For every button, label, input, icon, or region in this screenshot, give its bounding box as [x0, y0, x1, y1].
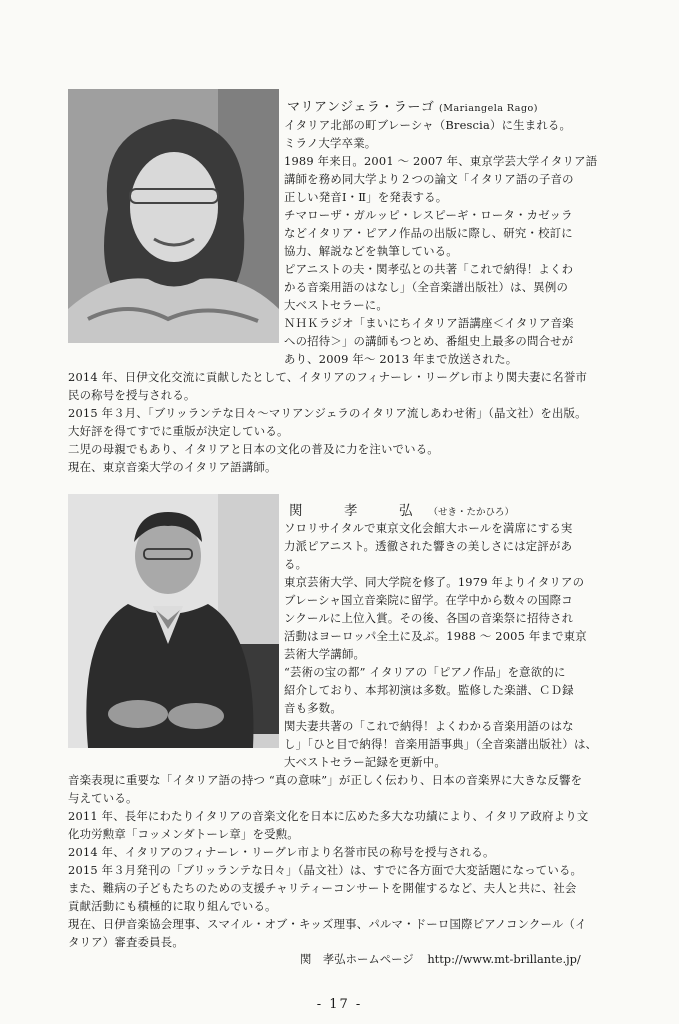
text-line: また、難病の子どもたちのための支援チャリティーコンサートを開催するなど、夫人と共に、社会: [68, 881, 577, 895]
text-line: ピアニストの夫・関孝弘との共著「これで納得！よくわ: [284, 262, 574, 276]
text-line: 1989 年来日。2001 ～ 2007 年、東京学芸大学イタリア語: [284, 154, 598, 168]
portrait-photo-mariangela: [68, 89, 279, 343]
text-line: 芸術大学講師。: [284, 647, 366, 661]
text-line: 紹介しており、本邦初演は多数。監修した楽譜、ＣＤ録: [284, 683, 574, 697]
text-line: 2015 年３月、「ブリッランテな日々～マリアンジェラのイタリア流しあわせ術」（晶文社）を出版。: [68, 406, 587, 420]
text-line: ＮＨＫラジオ「まいにちイタリア語講座＜イタリア音楽: [284, 316, 574, 330]
text-line: 2015 年３月発刊の「ブリッランテな日々」（晶文社）は、すでに各方面で大変話題になっている。: [68, 863, 583, 877]
text-line: 協力、解説などを執筆している。: [284, 244, 458, 258]
text-line: タリア）審査委員長。: [68, 935, 184, 949]
text-line: 現在、東京音楽大学のイタリア語講師。: [68, 460, 277, 474]
text-line: などイタリア・ピアノ作品の出版に際し、研究・校訂に: [284, 226, 573, 240]
profile2-name: [289, 499, 514, 519]
text-line: る。: [284, 557, 308, 571]
text-line: 2014 年、日伊文化交流に貢献したとして、イタリアのフィナーレ・リーグレ市より関夫妻に名誉市: [68, 370, 588, 384]
text-line: 力派ピアニスト。透徹された響きの美しさには定評があ: [284, 539, 573, 553]
text-line: 大ベストセラーに。: [284, 298, 388, 312]
text-line: ブレーシャ国立音楽院に留学。在学中から数々の国際コ: [284, 593, 573, 607]
profile1-name-text: マリアンジェラ・ラーゴ: [287, 100, 435, 115]
text-line: 関夫妻共著の「これで納得！よくわかる音楽用語のはな: [284, 719, 574, 733]
text-line: 講師を務め同大学より２つの論文「イタリア語の子音の: [284, 172, 574, 186]
homepage-url[interactable]: http://www.mt-brillante.jp/: [427, 952, 581, 966]
text-line: 2011 年、長年にわたりイタリアの音楽文化を日本に広めた多大な功績により、イタリア政府より文: [68, 809, 589, 823]
text-line: への招待＞」の講師もつとめ、番組史上最多の問合せが: [284, 334, 574, 348]
text-line: ソロリサイタルで東京文化会館大ホールを満席にする実: [284, 521, 573, 535]
profile1-name: [287, 96, 538, 115]
text-line: ンクールに上位入賞。その後、各国の音楽祭に招待され: [284, 611, 574, 625]
text-line: イタリア北部の町ブレーシャ（Brescia）に生まれる。: [284, 118, 572, 132]
text-line: 与えている。: [68, 791, 138, 805]
text-line: 現在、日伊音楽協会理事、スマイル・オブ・キッズ理事、パルマ・ドーロ国際ピアノコンクール（イ: [68, 917, 587, 931]
text-line: 正しい発音Ⅰ・Ⅱ」を発表する。: [284, 190, 448, 204]
portrait-photo-seki: [68, 494, 279, 748]
homepage-line: [300, 951, 581, 967]
text-line: “芸術の宝の都” イタリアの「ピアノ作品」を意欲的に: [284, 665, 566, 679]
text-line: チマローザ・ガルッピ・レスピーギ・ロータ・カゼッラ: [284, 208, 573, 222]
text-line: 大好評を得てすでに重版が決定している。: [68, 424, 289, 438]
text-line: 二児の母親でもあり、イタリアと日本の文化の普及に力を注いでいる。: [68, 442, 439, 456]
text-line: 2014 年、イタリアのフィナーレ・リーグレ市より名誉市民の称号を授与される。: [68, 845, 495, 859]
text-line: 活動はヨーロッパ全土に及ぶ。1988 ～ 2005 年まで東京: [284, 629, 587, 643]
text-line: 音楽表現に重要な「イタリア語の持つ “真の意味”」が正しく伝わり、日本の音楽界に大きな反響を: [68, 773, 583, 787]
text-line: 民の称号を授与される。: [68, 388, 196, 402]
text-line: あり、2009 年～ 2013 年まで放送された。: [284, 352, 518, 366]
profile1-name-roman: (Mariangela Rago): [439, 103, 538, 114]
text-line: し」「ひと目で納得！音楽用語事典」（全音楽譜出版社）は、: [284, 737, 598, 751]
profile2-name-kana: （せき・たかひろ）: [428, 507, 515, 518]
text-line: 東京芸術大学、同大学院を修了。1979 年よりイタリアの: [284, 575, 585, 589]
text-line: 化功労勲章「コッメンダトーレ章」を受勲。: [68, 827, 299, 841]
homepage-label: 関 孝弘ホームページ: [300, 952, 414, 966]
text-line: かる音楽用語のはなし」（全音楽譜出版社）は、異例の: [284, 280, 569, 294]
profile2-name-text: 関 孝 弘: [289, 503, 427, 519]
text-line: 貢献活動にも積極的に取り組んでいる。: [68, 899, 277, 913]
text-line: ミラノ大学卒業。: [284, 136, 377, 150]
text-line: 大ベストセラー記録を更新中。: [284, 755, 446, 769]
text-line: 音も多数。: [284, 701, 342, 715]
page-number: - 17 -: [316, 997, 363, 1012]
